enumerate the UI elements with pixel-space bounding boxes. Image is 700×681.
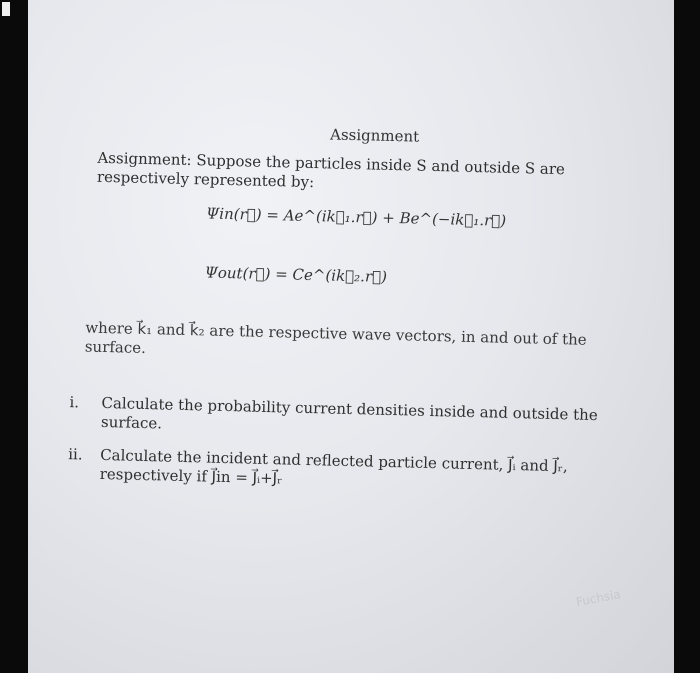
paper-sheet bbox=[28, 0, 674, 673]
question-number: i. bbox=[69, 393, 80, 412]
corner-mark bbox=[2, 2, 10, 16]
intro-paragraph: Assignment: Suppose the particles inside S and outside S are respectively represented by: bbox=[96, 148, 566, 192]
question-number: ii. bbox=[67, 445, 83, 464]
question-text: Calculate the incident and reflected particle current, J⃗ᵢ and J⃗ᵣ, respectively if J⃗in = J⃗ᵢ+J⃗ᵣ bbox=[99, 445, 568, 488]
equation-psi-out: Ψout(r⃗) = Ce^(ik⃗₂.r⃗) bbox=[204, 263, 388, 286]
description-paragraph: where k⃗₁ and k⃗₂ are the respective wave vectors, in and out of the surface. bbox=[84, 318, 587, 358]
page-content bbox=[19, 0, 681, 681]
watermark: Fuchsia bbox=[574, 587, 622, 610]
question-text: Calculate the probability current densities inside and outside the surface. bbox=[100, 393, 598, 433]
page-title: Assignment bbox=[329, 125, 420, 146]
equation-psi-in: Ψin(r⃗) = Ae^(ik⃗₁.r⃗) + Be^(−ik⃗₁.r⃗) bbox=[205, 204, 507, 230]
